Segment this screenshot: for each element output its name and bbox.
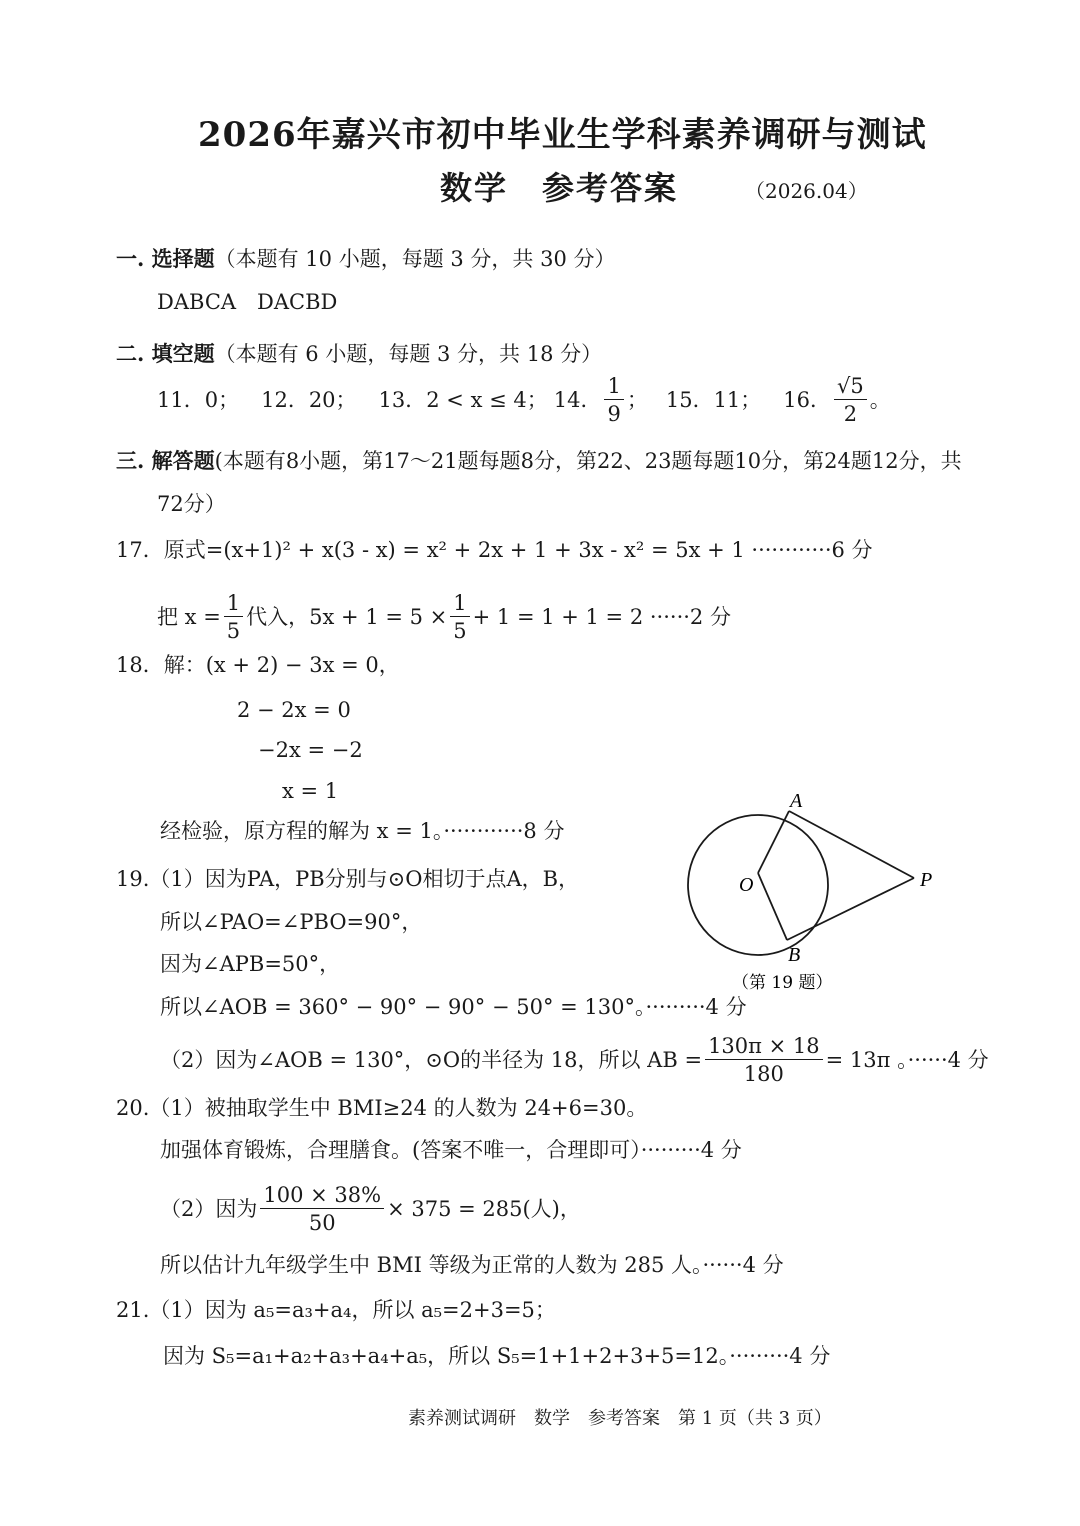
q19-fraction-den: 180 bbox=[743, 1062, 784, 1086]
section-2 bbox=[116, 343, 602, 365]
document-date: （2026.04） bbox=[745, 179, 868, 203]
section-1-desc: （本题有 10 小题，每题 3 分，共 30 分） bbox=[214, 247, 616, 271]
tangent-pa bbox=[789, 811, 914, 878]
section-1 bbox=[116, 248, 615, 270]
q19-line5-b: = 13π 。······4 分 bbox=[825, 1047, 989, 1072]
section-2-answers bbox=[157, 370, 891, 430]
q20-line3 bbox=[160, 1180, 581, 1238]
section-3-desc-line2: 72分） bbox=[157, 492, 226, 516]
radius-ob bbox=[758, 873, 787, 940]
page-subtitle: 数学 参考答案 bbox=[440, 169, 679, 207]
answer-16-numerator: √5 bbox=[834, 375, 867, 400]
q18-line1: 18．解：(x + 2) − 3x = 0， bbox=[116, 653, 400, 677]
q20-line1: 20.（1）被抽取学生中 BMI≥24 的人数为 24+6=30。 bbox=[116, 1096, 648, 1120]
q19-line1: 19.（1）因为PA，PB分别与⊙O相切于点A，B， bbox=[116, 867, 580, 891]
q17-fraction-2-num: 1 bbox=[450, 592, 469, 617]
q18-line4: x = 1 bbox=[282, 779, 339, 803]
q17-line2-c: + 1 = 1 + 1 = 2 ······2 分 bbox=[472, 604, 731, 629]
q19-line5-a: （2）因为∠AOB = 130°，⊙O的半径为 18，所以 AB = bbox=[160, 1047, 703, 1072]
answer-11: 11．0； bbox=[157, 387, 240, 412]
figure-caption: （第 19 题） bbox=[732, 973, 833, 993]
answer-12: 12．20； bbox=[261, 387, 357, 412]
q17-fraction-2-den: 5 bbox=[453, 619, 467, 643]
q17-fraction-1-num: 1 bbox=[224, 592, 243, 617]
answer-14-label: 14． bbox=[553, 387, 602, 412]
section-3 bbox=[116, 450, 962, 472]
label-a: A bbox=[790, 790, 803, 812]
label-p: P bbox=[920, 869, 933, 891]
q17-fraction-1-den: 5 bbox=[226, 619, 241, 643]
circle-o bbox=[688, 815, 828, 955]
q17-line2-b: 代入，5x + 1 = 5 × bbox=[246, 604, 448, 629]
answer-15: 15．11； bbox=[665, 387, 762, 412]
q18-conclusion: 经检验，原方程的解为 x = 1。············8 分 bbox=[160, 819, 565, 843]
q18-line2: 2 − 2x = 0 bbox=[237, 698, 351, 722]
q20-fraction-den: 50 bbox=[308, 1211, 336, 1235]
section-3-desc-line1: (本题有8小题，第17～21题每题8分，第22、23题每题10分，第24题12分，共 bbox=[214, 449, 962, 473]
q19-fraction bbox=[705, 1035, 823, 1085]
answer-14-tail: ； bbox=[626, 387, 648, 412]
q20-fraction bbox=[260, 1184, 384, 1234]
radius-oa bbox=[758, 811, 789, 873]
q18-line3: −2x = −2 bbox=[258, 738, 363, 762]
q20-line3-a: （2）因为 bbox=[160, 1196, 258, 1221]
geometry-figure bbox=[670, 785, 950, 995]
answer-13: 13．2 < x ≤ 4； bbox=[378, 387, 548, 412]
tangent-pb bbox=[787, 878, 914, 940]
q20-line2: 加强体育锻炼，合理膳食。(答案不唯一，合理即可）·········4 分 bbox=[160, 1138, 742, 1162]
q19-line5 bbox=[160, 1031, 989, 1089]
q19-line2: 所以∠PAO=∠PBO=90°， bbox=[160, 910, 423, 934]
q19-line3: 因为∠APB=50°， bbox=[160, 952, 341, 976]
section-3-heading: 三. 解答题 bbox=[116, 448, 215, 473]
q19-line4: 所以∠AOB = 360° − 90° − 90° − 50° = 130°。·········4 分 bbox=[160, 995, 747, 1019]
q20-fraction-num: 100 × 38% bbox=[260, 1184, 384, 1209]
q21-line1: 21.（1）因为 a₅=a₃+a₄，所以 a₅=2+3=5； bbox=[116, 1298, 556, 1322]
page-footer: 素养测试调研 数学 参考答案 第 1 页（共 3 页） bbox=[408, 1408, 832, 1429]
q20-line4: 所以估计九年级学生中 BMI 等级为正常的人数为 285 人。······4 分 bbox=[160, 1253, 784, 1277]
answer-16-fraction bbox=[834, 375, 867, 425]
q17-fraction-1 bbox=[224, 592, 243, 642]
answer-16-label: 16． bbox=[783, 387, 832, 412]
q17-line2-a: 把 x = bbox=[157, 604, 221, 629]
q17-line1: 17．原式=(x+1)² + x(3 - x) = x² + 2x + 1 + 3x - x² = 5x + 1 ············6 分 bbox=[116, 538, 873, 562]
section-2-heading: 二. 填空题 bbox=[116, 341, 215, 366]
q19-fraction-num: 130π × 18 bbox=[705, 1035, 823, 1060]
q21-line2: 因为 S₅=a₁+a₂+a₃+a₄+a₅，所以 S₅=1+1+2+3+5=12。·········4 分 bbox=[163, 1344, 831, 1368]
answer-16-tail: 。 bbox=[869, 387, 891, 412]
answer-14-fraction bbox=[604, 375, 623, 425]
answer-14-denominator: 9 bbox=[607, 402, 621, 426]
q17-line2 bbox=[157, 588, 731, 646]
page-title: 2026年嘉兴市初中毕业生学科素养调研与测试 bbox=[198, 115, 927, 155]
section-2-desc: （本题有 6 小题，每题 3 分，共 18 分） bbox=[214, 342, 603, 366]
answer-16-denominator: 2 bbox=[843, 402, 858, 426]
answer-14-numerator: 1 bbox=[604, 375, 623, 400]
label-b: B bbox=[788, 944, 801, 966]
section-1-heading: 一. 选择题 bbox=[116, 246, 215, 271]
label-o: O bbox=[739, 874, 754, 896]
q17-fraction-2 bbox=[450, 592, 469, 642]
q20-line3-b: × 375 = 285(人)， bbox=[387, 1196, 581, 1221]
section-1-answers: DABCA DACBD bbox=[157, 290, 338, 314]
